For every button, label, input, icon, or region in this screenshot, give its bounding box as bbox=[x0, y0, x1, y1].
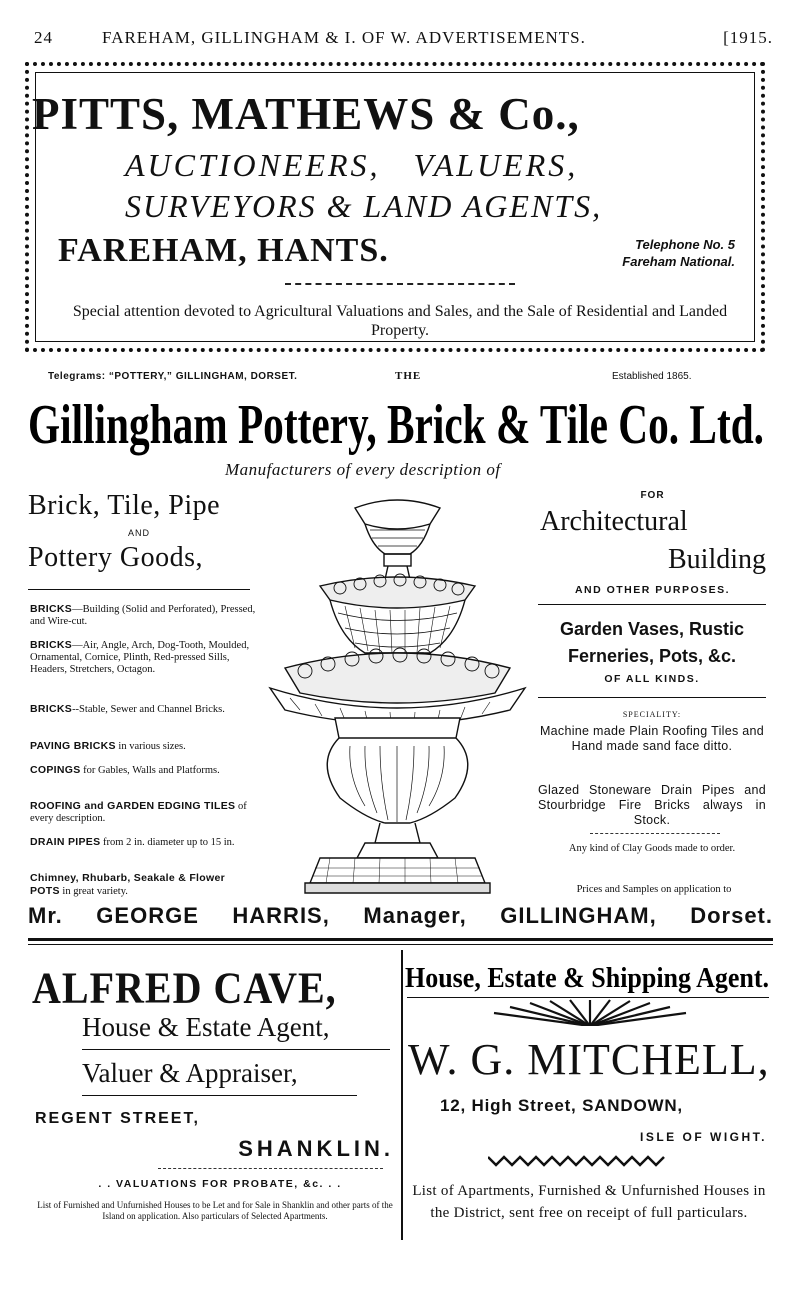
running-header bbox=[28, 28, 773, 52]
product-item-text: of every description. bbox=[30, 801, 247, 824]
gillingham-right-glazed: Glazed Stoneware Drain Pipes and Stourbridge Fire Bricks always in Stock. bbox=[538, 783, 766, 827]
mitchell-list-note: List of Apartments, Furnished & Unfurnished Houses in the District, sent free on receipt of full particulars. bbox=[412, 1183, 766, 1221]
gillingham-the: THE bbox=[395, 370, 422, 382]
product-item bbox=[30, 836, 256, 849]
product-item-label: DRAIN PIPES bbox=[30, 836, 101, 848]
product-item bbox=[30, 703, 256, 716]
product-item-label: BRICKS bbox=[30, 603, 73, 615]
product-item-text: —Building (Solid and Perforated), Pressed, and Wire-cut. bbox=[30, 604, 256, 627]
header-title: FAREHAM, GILLINGHAM & I. OF W. ADVERTISEMENTS. bbox=[102, 28, 586, 47]
product-item-text: from 2 in. diameter up to 15 in. bbox=[100, 837, 235, 848]
gillingham-left-heading-1: Brick, Tile, Pipe bbox=[28, 490, 221, 521]
pitts-location: FAREHAM, HANTS. bbox=[58, 232, 389, 269]
gillingham-right-other-purposes: AND OTHER PURPOSES. bbox=[574, 584, 731, 596]
product-item-text: --Stable, Sewer and Channel Bricks. bbox=[72, 704, 225, 715]
cave-valuations: . . VALUATIONS FOR PROBATE, &c. . . bbox=[98, 1178, 342, 1190]
pitts-services-line-2: SURVEYORS & LAND AGENTS, bbox=[125, 188, 603, 224]
header-year: [1915. bbox=[723, 28, 773, 47]
product-item-label: ROOFING and GARDEN EDGING TILES bbox=[30, 800, 236, 812]
cave-rule-2 bbox=[82, 1095, 357, 1096]
gillingham-right-for: FOR bbox=[640, 490, 665, 501]
gillingham-manager-line: Mr. GEORGE HARRIS, Manager, GILLINGHAM, Dorset. bbox=[28, 903, 773, 928]
gillingham-right-all-kinds: OF ALL KINDS. bbox=[604, 673, 700, 685]
pitts-divider bbox=[285, 283, 515, 285]
gillingham-company-name bbox=[28, 385, 768, 457]
product-item bbox=[30, 740, 256, 753]
pitts-services-line-1: AUCTIONEERS, VALUERS, bbox=[125, 147, 579, 183]
gillingham-right-dash-rule bbox=[590, 833, 720, 834]
product-item-label: BRICKS bbox=[30, 639, 73, 651]
product-item-label: COPINGS bbox=[30, 764, 81, 776]
page-number: 24 bbox=[34, 28, 53, 47]
product-item-label: Chimney, Rhubarb, Seakale & Flower POTS bbox=[30, 872, 225, 897]
gillingham-right-rule-2 bbox=[538, 697, 766, 698]
column-divider bbox=[401, 950, 403, 1240]
product-item bbox=[30, 639, 256, 676]
cave-rule-1 bbox=[82, 1049, 390, 1050]
gillingham-right-machine-made: Machine made Plain Roofing Tiles and Hand made sand face ditto. bbox=[539, 724, 765, 753]
gillingham-company-name-text: Gillingham Pottery, Brick & Tile Co. Ltd. bbox=[28, 394, 764, 456]
cave-line-2: Valuer & Appraiser, bbox=[82, 1058, 298, 1088]
pitts-telephone-line-1: Telephone No. 5 bbox=[635, 237, 735, 252]
product-item bbox=[30, 764, 256, 777]
cave-street: REGENT STREET, bbox=[35, 1110, 200, 1127]
gillingham-left-and: AND bbox=[128, 528, 151, 538]
sunburst-ornament bbox=[490, 998, 690, 1026]
gillingham-right-vases: Garden Vases, Rustic Ferneries, Pots, &c. bbox=[559, 619, 745, 666]
gillingham-right-rule-1 bbox=[538, 604, 766, 605]
gillingham-left-heading-2: Pottery Goods, bbox=[28, 542, 203, 573]
cave-rule-3 bbox=[158, 1168, 383, 1169]
product-item-text: in various sizes. bbox=[115, 741, 186, 752]
product-item-label: BRICKS bbox=[30, 703, 73, 715]
section-rule-thin bbox=[28, 944, 773, 945]
gillingham-right-heading-1: Architectural bbox=[540, 506, 688, 537]
pitts-note: Special attention devoted to Agricultural Valuations and Sales, and the Sale of Residential and Landed Property. bbox=[72, 303, 728, 339]
mitchell-heading-text: House, Estate & Shipping Agent. bbox=[405, 963, 769, 994]
gillingham-right-prices: Prices and Samples on application to bbox=[576, 884, 732, 895]
gillingham-right-speciality: SPECIALITY: bbox=[622, 710, 682, 719]
cave-line-1: House & Estate Agent, bbox=[82, 1012, 330, 1042]
cave-name: ALFRED CAVE, bbox=[32, 963, 337, 1013]
mitchell-isle: ISLE OF WIGHT. bbox=[640, 1130, 767, 1144]
product-item-label: PAVING BRICKS bbox=[30, 740, 116, 752]
mitchell-name: W. G. MITCHELL, bbox=[408, 1035, 770, 1084]
product-item-text: —Air, Angle, Arch, Dog-Tooth, Moulded, Ornamental, Cornice, Plinth, Red-pressed Sills, Headers, Stretchers, Octagon. bbox=[30, 640, 250, 675]
gillingham-right-heading-2: Building bbox=[667, 544, 766, 575]
product-item-text: in great variety. bbox=[59, 886, 128, 897]
gillingham-telegrams: Telegrams: “POTTERY,” GILLINGHAM, DORSET. bbox=[48, 371, 298, 382]
pitts-telephone-line-2: Fareham National. bbox=[622, 254, 735, 269]
gillingham-established: Established 1865. bbox=[612, 371, 692, 382]
gillingham-right-any-kind: Any kind of Clay Goods made to order. bbox=[568, 843, 736, 854]
product-item bbox=[30, 800, 256, 825]
product-item bbox=[30, 603, 256, 628]
cave-list-note: List of Furnished and Unfurnished Houses to be Let and for Sale in Shanklin and other parts of the Island on application. Also particulars of Selected Apartments. bbox=[37, 1200, 393, 1221]
section-rule-thick bbox=[28, 938, 773, 941]
zigzag-ornament bbox=[488, 1154, 668, 1168]
gillingham-manufacturers-line: Manufacturers of every description of bbox=[225, 460, 501, 479]
product-item-text: for Gables, Walls and Platforms. bbox=[80, 765, 220, 776]
mitchell-heading bbox=[405, 960, 773, 994]
mitchell-address: 12, High Street, SANDOWN, bbox=[440, 1096, 683, 1115]
product-item bbox=[30, 872, 256, 898]
cave-town: SHANKLIN. bbox=[238, 1136, 394, 1161]
pitts-firm-name: PITTS, MATHEWS & Co., bbox=[32, 89, 580, 139]
gillingham-left-rule bbox=[28, 589, 250, 590]
garden-vase-illustration bbox=[260, 488, 535, 898]
